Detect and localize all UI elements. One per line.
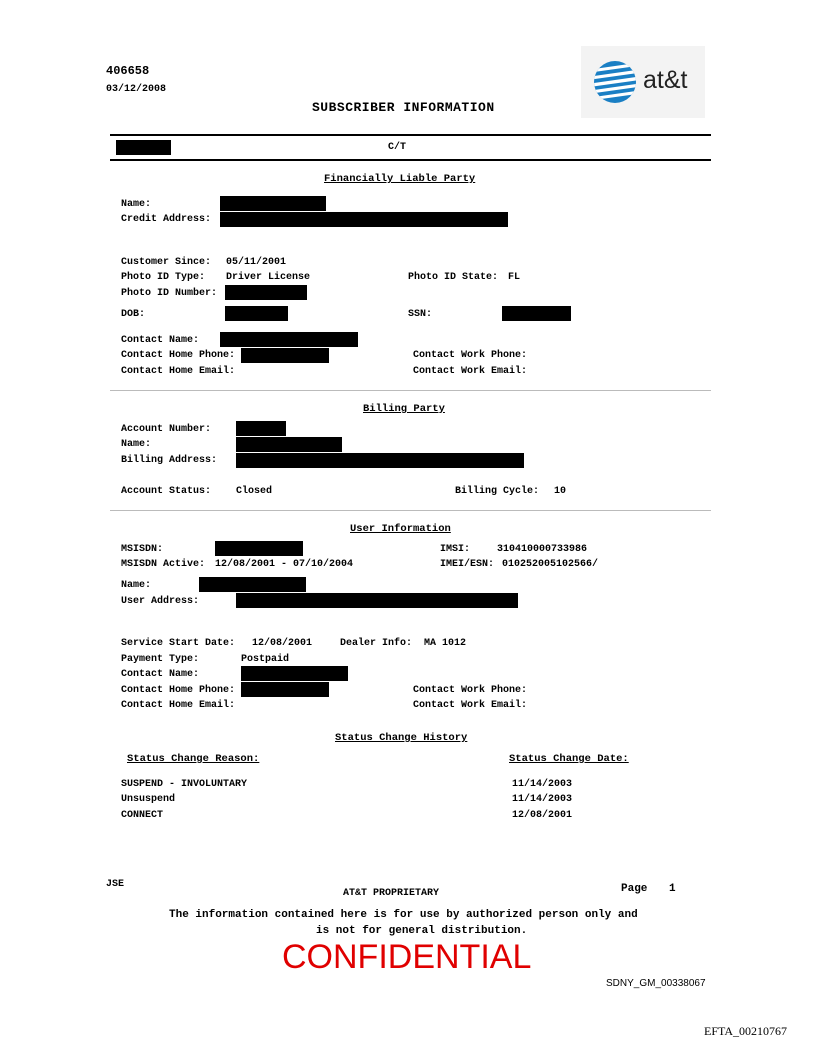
redaction [236, 421, 286, 436]
contact-name-label: Contact Name: [121, 335, 200, 346]
header-rule-top [110, 134, 711, 136]
service-start-label: Service Start Date: [121, 638, 236, 649]
customer-since-label: Customer Since: [121, 257, 212, 268]
payment-type-label: Payment Type: [121, 654, 200, 665]
footer-notice-line1: The information contained here is for use by authorized person only and [169, 909, 638, 921]
page-number: 1 [669, 883, 676, 895]
section-divider [110, 390, 711, 391]
page-label: Page [621, 883, 648, 895]
page-title: SUBSCRIBER INFORMATION [312, 100, 495, 115]
account-status-label: Account Status: [121, 486, 212, 497]
status-reason-cell: SUSPEND - INVOLUNTARY [121, 779, 248, 790]
billing-address-label: Billing Address: [121, 455, 218, 466]
msisdn-label: MSISDN: [121, 544, 164, 555]
photo-id-state-value: FL [508, 272, 521, 283]
imsi-label: IMSI: [440, 544, 471, 555]
ct-label: C/T [388, 142, 407, 153]
contact-home-email-label: Contact Home Email: [121, 366, 236, 377]
document-date: 03/12/2008 [106, 84, 167, 95]
bates-number: SDNY_GM_00338067 [606, 978, 706, 989]
dealer-info-label: Dealer Info: [340, 638, 413, 649]
msisdn-active-label: MSISDN Active: [121, 559, 206, 570]
redaction [220, 212, 508, 227]
billing-name-label: Name: [121, 439, 152, 450]
redaction [116, 140, 171, 155]
contact-home-phone-label: Contact Home Phone: [121, 350, 236, 361]
photo-id-state-label: Photo ID State: [408, 272, 499, 283]
photo-id-type-value: Driver License [226, 272, 311, 283]
header-rule-bottom [110, 159, 711, 161]
user-contact-work-phone-label: Contact Work Phone: [413, 685, 528, 696]
redaction [241, 682, 329, 697]
efta-number: EFTA_00210767 [704, 1024, 788, 1038]
financial-name-label: Name: [121, 199, 152, 210]
photo-id-type-label: Photo ID Type: [121, 272, 206, 283]
redaction [220, 196, 326, 211]
customer-since-value: 05/11/2001 [226, 257, 287, 268]
imei-value: 010252005102566/ [502, 559, 599, 570]
dob-label: DOB: [121, 309, 146, 320]
redaction [225, 306, 288, 321]
billing-cycle-label: Billing Cycle: [455, 486, 540, 497]
status-date-header: Status Change Date: [509, 753, 629, 765]
contact-work-phone-label: Contact Work Phone: [413, 350, 528, 361]
section-title-user: User Information [350, 523, 451, 535]
ssn-label: SSN: [408, 309, 433, 320]
redaction [236, 593, 518, 608]
user-contact-name-label: Contact Name: [121, 669, 200, 680]
logo-wordmark: at&t [643, 66, 688, 94]
user-contact-work-email-label: Contact Work Email: [413, 700, 528, 711]
user-contact-home-email-label: Contact Home Email: [121, 700, 236, 711]
redaction [241, 666, 348, 681]
credit-address-label: Credit Address: [121, 214, 212, 225]
payment-type-value: Postpaid [241, 654, 290, 665]
status-date-cell: 11/14/2003 [512, 779, 573, 790]
section-title-status-history: Status Change History [335, 732, 468, 744]
att-logo [581, 46, 705, 118]
redaction [241, 348, 329, 363]
confidential-stamp: CONFIDENTIAL [282, 938, 532, 976]
redaction [215, 541, 303, 556]
footer-initials: JSE [106, 879, 125, 890]
account-number-label: Account Number: [121, 424, 212, 435]
status-reason-header: Status Change Reason: [127, 753, 260, 765]
user-address-label: User Address: [121, 596, 200, 607]
status-reason-cell: Unsuspend [121, 794, 176, 805]
status-date-cell: 12/08/2001 [512, 810, 573, 821]
billing-cycle-value: 10 [554, 486, 567, 497]
section-divider [110, 510, 711, 511]
imsi-value: 310410000733986 [497, 544, 588, 555]
user-contact-home-phone-label: Contact Home Phone: [121, 685, 236, 696]
dealer-info-value: MA 1012 [424, 638, 467, 649]
footer-notice-line2: is not for general distribution. [316, 925, 528, 937]
redaction [225, 285, 307, 300]
imei-label: IMEI/ESN: [440, 559, 495, 570]
footer-proprietary: AT&T PROPRIETARY [343, 888, 440, 899]
redaction [199, 577, 306, 592]
redaction [236, 437, 342, 452]
section-title-financial: Financially Liable Party [324, 173, 476, 185]
status-reason-cell: CONNECT [121, 810, 164, 821]
status-date-cell: 11/14/2003 [512, 794, 573, 805]
redaction [236, 453, 524, 468]
photo-id-number-label: Photo ID Number: [121, 288, 218, 299]
service-start-value: 12/08/2001 [252, 638, 313, 649]
contact-work-email-label: Contact Work Email: [413, 366, 528, 377]
redaction [502, 306, 571, 321]
section-title-billing: Billing Party [363, 403, 445, 415]
redaction [220, 332, 358, 347]
account-status-value: Closed [236, 486, 273, 497]
msisdn-active-value: 12/08/2001 - 07/10/2004 [215, 559, 354, 570]
document-number: 406658 [106, 64, 150, 78]
user-name-label: Name: [121, 580, 152, 591]
